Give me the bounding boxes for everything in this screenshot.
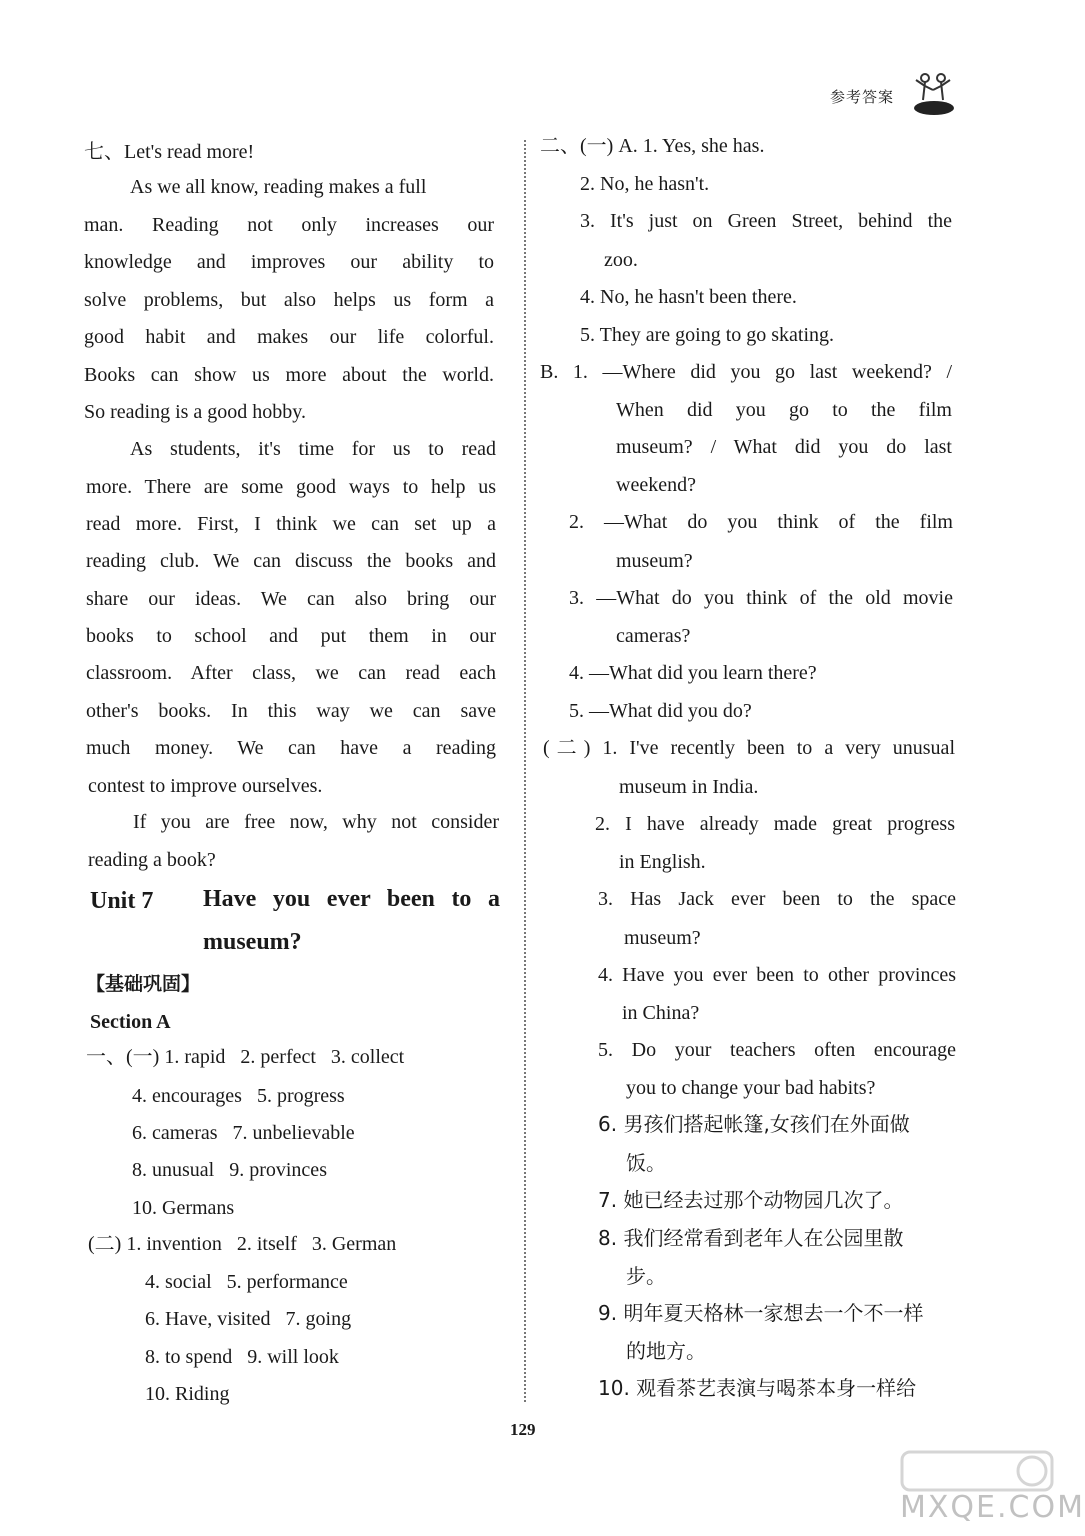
para2-line: books to school and put them in our <box>86 625 496 647</box>
para1-line: solve problems, but also helps us form a <box>84 289 494 311</box>
answer-line: 10. Riding <box>145 1383 230 1405</box>
unit-label: Unit 7 <box>90 888 154 914</box>
answer-line: 9. 明年夏天格林一家想去一个不一样 <box>598 1301 924 1325</box>
answer-line: 7. 她已经去过那个动物园几次了。 <box>598 1188 904 1212</box>
para2-line: other's books. In this way we can save <box>86 700 496 722</box>
answer-line: 6. Have, visited 7. going <box>145 1308 352 1330</box>
answer-line: 3. Has Jack ever been to the space <box>598 888 956 910</box>
para2-line: contest to improve ourselves. <box>88 775 323 797</box>
answer-line: museum in India. <box>619 776 759 798</box>
answer-line: museum? <box>624 927 701 949</box>
para1-line: As we all know, reading makes a full <box>130 176 427 198</box>
answer-line: 饭。 <box>626 1151 666 1175</box>
para3-line: If you are free now, why not consider <box>133 811 499 833</box>
answer-line: 3. —What do you think of the old movie <box>569 587 953 609</box>
answer-line: (二) 1. invention 2. itself 3. German <box>88 1233 397 1255</box>
answer-line: cameras? <box>616 625 691 647</box>
para1-line: good habit and makes our life colorful. <box>84 326 494 348</box>
para2-line: share our ideas. We can also bring our <box>86 588 496 610</box>
answer-line: 8. to spend 9. will look <box>145 1346 339 1368</box>
para2-line: As students, it's time for us to read <box>130 438 496 460</box>
answer-line: museum? / What did you do last <box>616 436 952 458</box>
answer-line: 4. —What did you learn there? <box>569 662 817 684</box>
para1-line: So reading is a good hobby. <box>84 401 307 423</box>
unit-title: Have you ever been to a <box>203 886 500 912</box>
unit-title-cont: museum? <box>203 929 302 955</box>
answer-line: 4. No, he hasn't been there. <box>580 286 797 308</box>
answer-line: in English. <box>619 851 706 873</box>
para1-line: Books can show us more about the world. <box>84 364 494 386</box>
answer-line: 一、(一) 1. rapid 2. perfect 3. collect <box>86 1046 405 1068</box>
header-logo-icon <box>912 70 956 116</box>
answer-line: you to change your bad habits? <box>626 1077 876 1099</box>
answer-line: 5. Do your teachers often encourage <box>598 1039 956 1061</box>
answer-line: 步。 <box>626 1264 666 1288</box>
section-7-title: 七、Let's read more! <box>84 141 255 163</box>
column-divider <box>524 140 526 1402</box>
answer-line: 6. 男孩们搭起帐篷,女孩们在外面做 <box>598 1112 910 1136</box>
answer-line: 2. I have already made great progress <box>595 813 955 835</box>
para1-line: man. Reading not only increases our <box>84 214 494 236</box>
para1-line: knowledge and improves our ability to <box>84 251 494 273</box>
answer-line: 10. Germans <box>132 1197 235 1219</box>
watermark-logo-icon <box>900 1448 1060 1494</box>
basics-heading: 【基础巩固】 <box>86 973 201 995</box>
para2-line: more. There are some good ways to help us <box>86 476 496 498</box>
answer-line: When did you go to the film <box>616 399 952 421</box>
answer-line: (二) 1. I've recently been to a very unusual <box>543 737 955 759</box>
page-number: 129 <box>510 1420 536 1439</box>
para2-line: classroom. After class, we can read each <box>86 662 496 684</box>
answer-line: weekend? <box>616 474 696 496</box>
answer-line: 8. unusual 9. provinces <box>132 1159 327 1181</box>
para3-line: reading a book? <box>88 849 216 871</box>
answer-line: 的地方。 <box>626 1339 706 1363</box>
answer-line: museum? <box>616 550 693 572</box>
answer-line: 6. cameras 7. unbelievable <box>132 1122 355 1144</box>
para2-line: much money. We can have a reading <box>86 737 496 759</box>
answer-line: in China? <box>622 1002 700 1024</box>
answer-line: 5. They are going to go skating. <box>580 324 835 346</box>
answer-line: 2. —What do you think of the film <box>569 511 953 533</box>
header-label: 参考答案 <box>830 88 895 106</box>
answer-line: 二、(一) A. 1. Yes, she has. <box>540 135 765 157</box>
para2-line: reading club. We can discuss the books and <box>86 550 496 572</box>
answer-line: 2. No, he hasn't. <box>580 173 710 195</box>
answer-line: 5. —What did you do? <box>569 700 752 722</box>
answer-line: zoo. <box>604 249 638 271</box>
answer-line: 4. encourages 5. progress <box>132 1085 345 1107</box>
answer-line: 4. social 5. performance <box>145 1271 348 1293</box>
answer-line: 10. 观看茶艺表演与喝茶本身一样给 <box>598 1376 917 1400</box>
answer-line: 4. Have you ever been to other provinces <box>598 964 956 986</box>
section-a-label: Section A <box>90 1011 171 1033</box>
watermark-text: MXQE.COM <box>900 1490 1085 1525</box>
para2-line: read more. First, I think we can set up a <box>86 513 496 535</box>
answer-line: 3. It's just on Green Street, behind the <box>580 210 952 232</box>
answer-line: B. 1. —Where did you go last weekend? / <box>540 361 952 383</box>
answer-line: 8. 我们经常看到老年人在公园里散 <box>598 1226 904 1250</box>
